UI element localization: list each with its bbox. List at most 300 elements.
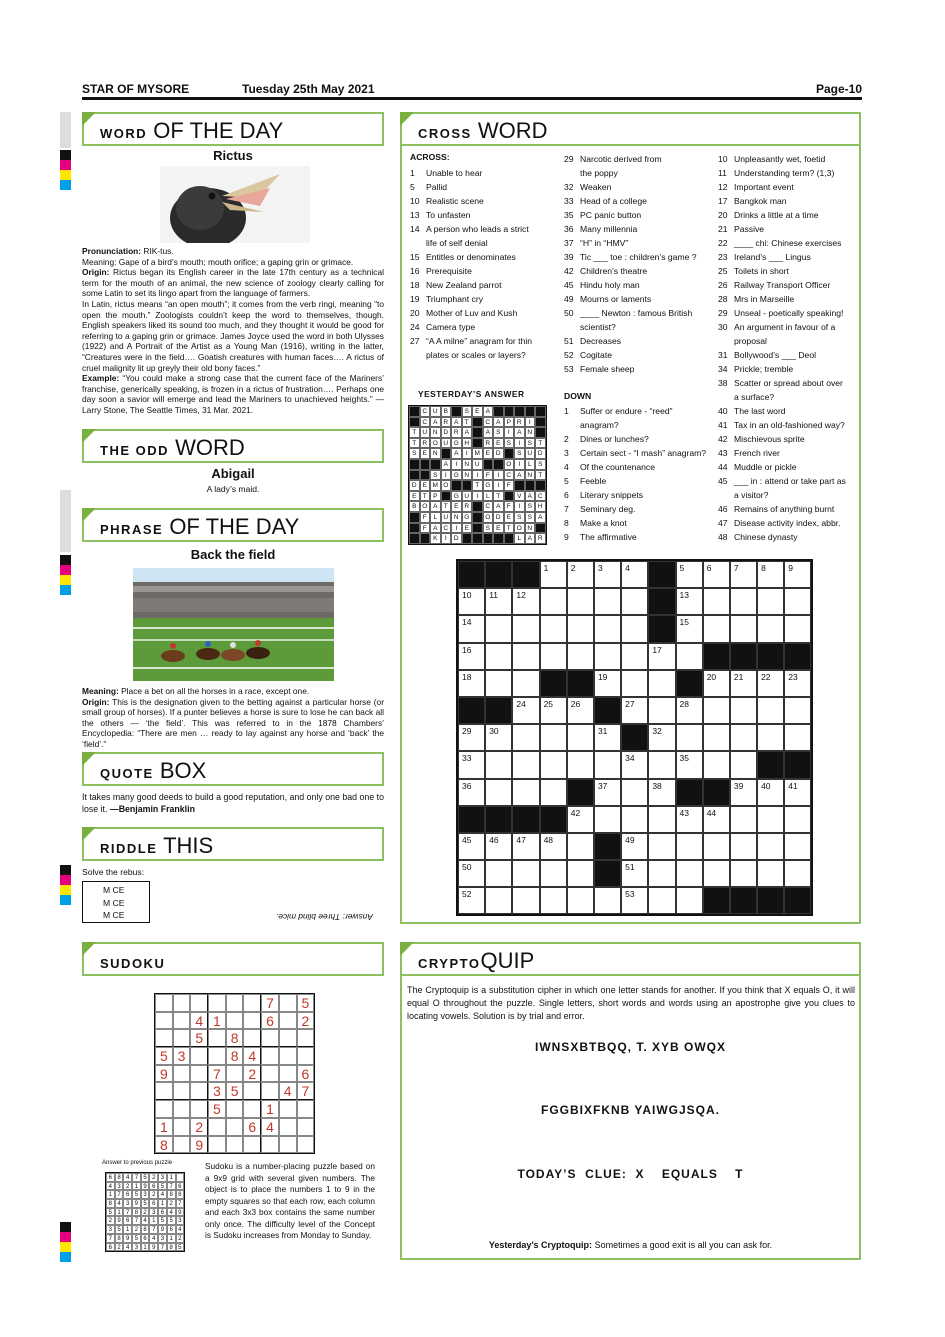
crossword-cell[interactable]: 52 xyxy=(458,887,485,914)
clue-number: 9 xyxy=(564,532,569,542)
crossword-cell[interactable] xyxy=(540,724,567,751)
sudoku-cell[interactable]: 4 xyxy=(190,1012,208,1030)
sudoku-cell[interactable]: 5 xyxy=(155,1047,173,1065)
crossword-cell[interactable] xyxy=(703,833,730,860)
sudoku-cell[interactable]: 2 xyxy=(243,1065,261,1083)
sudoku-cell[interactable]: 5 xyxy=(208,1100,226,1118)
crossword-cell[interactable] xyxy=(567,887,594,914)
crossword-cell[interactable] xyxy=(757,697,784,724)
crossword-cell[interactable] xyxy=(730,833,757,860)
crossword-cell[interactable] xyxy=(594,615,621,642)
crossword-cell[interactable]: 34 xyxy=(621,751,648,778)
sudoku-cell[interactable]: 9 xyxy=(190,1136,208,1154)
crossword-cell[interactable] xyxy=(594,806,621,833)
crossword-cell[interactable] xyxy=(676,887,703,914)
crossword-cell[interactable]: 3 xyxy=(594,561,621,588)
crossword-cell[interactable] xyxy=(512,724,539,751)
crossword-cell[interactable] xyxy=(676,643,703,670)
black-cell xyxy=(525,480,536,491)
sudoku-cell[interactable]: 9 xyxy=(155,1065,173,1083)
crossword-cell[interactable] xyxy=(703,860,730,887)
sudoku-cell[interactable] xyxy=(243,1012,261,1030)
clue-number: 45 xyxy=(564,280,574,290)
sudoku-cell[interactable] xyxy=(155,994,173,1012)
crossword-cell[interactable] xyxy=(757,615,784,642)
crossword-cell[interactable] xyxy=(567,751,594,778)
crossword-cell[interactable] xyxy=(567,615,594,642)
clue-text: scientist? xyxy=(580,322,616,332)
solution-letter: I xyxy=(472,470,483,481)
clue-line xyxy=(564,502,714,516)
solution-digit: 8 xyxy=(141,1225,150,1234)
crossword-cell[interactable]: 4 xyxy=(621,561,648,588)
crossword-cell[interactable] xyxy=(730,697,757,724)
solution-digit: 3 xyxy=(141,1190,150,1199)
sudoku-cell[interactable] xyxy=(155,1012,173,1030)
crossword-cell[interactable] xyxy=(540,779,567,806)
crossword-cell[interactable] xyxy=(676,724,703,751)
sudoku-cell[interactable] xyxy=(173,1012,191,1030)
crossword-cell[interactable] xyxy=(512,751,539,778)
crossword-cell[interactable] xyxy=(485,615,512,642)
sudoku-cell[interactable]: 7 xyxy=(261,994,279,1012)
sudoku-cell[interactable] xyxy=(208,1029,226,1047)
crossword-cell[interactable]: 30 xyxy=(485,724,512,751)
sudoku-cell[interactable] xyxy=(279,1029,297,1047)
sudoku-cell[interactable] xyxy=(243,994,261,1012)
sudoku-cell[interactable] xyxy=(261,1065,279,1083)
crossword-cell[interactable] xyxy=(540,615,567,642)
clue-line xyxy=(410,180,560,194)
crossword-cell[interactable] xyxy=(594,751,621,778)
clue-line xyxy=(564,278,714,292)
crossword-cell[interactable] xyxy=(485,751,512,778)
crossword-cell[interactable] xyxy=(648,670,675,697)
black-cell xyxy=(451,406,462,417)
clue-number: 16 xyxy=(410,266,420,276)
crossword-cell[interactable] xyxy=(540,751,567,778)
crossword-cell[interactable] xyxy=(540,588,567,615)
crossword-cell[interactable] xyxy=(512,643,539,670)
clue-line xyxy=(564,236,714,250)
sudoku-cell[interactable] xyxy=(297,1100,315,1118)
crossword-cell[interactable] xyxy=(730,724,757,751)
sudoku-cell[interactable]: 6 xyxy=(243,1118,261,1136)
crossword-cell[interactable] xyxy=(567,833,594,860)
clue-line xyxy=(718,460,860,474)
crossword-cell[interactable] xyxy=(648,887,675,914)
crossword-cell[interactable]: 41 xyxy=(784,779,811,806)
sudoku-cell[interactable] xyxy=(297,1029,315,1047)
crossword-cell[interactable] xyxy=(621,643,648,670)
crossword-cell[interactable] xyxy=(730,615,757,642)
sudoku-cell[interactable] xyxy=(208,1118,226,1136)
crossword-cell[interactable]: 7 xyxy=(730,561,757,588)
crossword-cell[interactable]: 47 xyxy=(512,833,539,860)
sudoku-cell[interactable] xyxy=(226,1118,244,1136)
solution-letter: S xyxy=(483,523,494,534)
clue-line xyxy=(564,152,714,166)
solution-letter: O xyxy=(504,459,515,470)
sudoku-cell[interactable] xyxy=(261,1082,279,1100)
sudoku-cell[interactable]: 3 xyxy=(173,1047,191,1065)
crossword-cell[interactable]: 40 xyxy=(757,779,784,806)
crossword-cell[interactable] xyxy=(567,860,594,887)
crossword-cell[interactable]: 17 xyxy=(648,643,675,670)
sudoku-cell[interactable]: 7 xyxy=(297,1082,315,1100)
crossword-cell[interactable] xyxy=(648,751,675,778)
crossword-cell[interactable]: 16 xyxy=(458,643,485,670)
sudoku-cell[interactable]: 1 xyxy=(261,1100,279,1118)
solution-letter: D xyxy=(441,427,452,438)
clue-text: Entitles or denominates xyxy=(426,252,516,262)
crossword-cell[interactable] xyxy=(594,643,621,670)
crossword-cell[interactable]: 9 xyxy=(784,561,811,588)
black-cell xyxy=(567,670,594,697)
sudoku-cell[interactable]: 8 xyxy=(226,1047,244,1065)
solution-digit: 1 xyxy=(115,1208,124,1217)
crossword-cell[interactable] xyxy=(540,643,567,670)
crossword-cell[interactable] xyxy=(485,860,512,887)
sudoku-cell[interactable] xyxy=(297,1136,315,1154)
crossword-cell[interactable] xyxy=(648,833,675,860)
solution-digit: 9 xyxy=(158,1225,167,1234)
crossword-cell[interactable] xyxy=(703,697,730,724)
solution-letter: O xyxy=(514,523,525,534)
solution-digit xyxy=(176,1173,185,1182)
crossword-cell[interactable]: 29 xyxy=(458,724,485,751)
sudoku-cell[interactable] xyxy=(226,1100,244,1118)
phrase-body: Meaning: Place a bet on all the horses in a race, except one. Origin: This is the designation given to the betting against a particular horse (or small group of horses). If a punter believes a horse is sure to lose he can back all the others — ‘the field’. This was referred to in the 1878 Chambers’ Encyclopedia: “There are men … ready to lay against any horse and ‘back’ the ‘field’.” xyxy=(82,686,384,749)
crossword-cell[interactable] xyxy=(703,588,730,615)
solution-digit: 4 xyxy=(123,1243,132,1252)
black-cell xyxy=(458,561,485,588)
sudoku-cell[interactable] xyxy=(226,994,244,1012)
crossword-cell[interactable]: 21 xyxy=(730,670,757,697)
solution-digit: 5 xyxy=(132,1234,141,1243)
sudoku-cell[interactable] xyxy=(297,1047,315,1065)
crossword-cell[interactable] xyxy=(784,588,811,615)
solution-letter: D xyxy=(409,480,420,491)
crossword-cell[interactable]: 11 xyxy=(485,588,512,615)
solution-letter: L xyxy=(483,491,494,502)
sudoku-cell[interactable] xyxy=(190,1082,208,1100)
sudoku-cell[interactable] xyxy=(261,1029,279,1047)
crossword-cell[interactable]: 15 xyxy=(676,615,703,642)
solution-letter: D xyxy=(451,533,462,544)
clue-text: proposal xyxy=(734,336,767,346)
solution-letter: A xyxy=(525,533,536,544)
crossword-cell[interactable]: 19 xyxy=(594,670,621,697)
crossword-cell[interactable] xyxy=(594,887,621,914)
sudoku-cell[interactable] xyxy=(173,994,191,1012)
clue-text: “A A milne” anagram for thin xyxy=(426,336,533,346)
clue-number: 38 xyxy=(718,378,728,388)
crossword-cell[interactable] xyxy=(621,779,648,806)
crossword-cell[interactable] xyxy=(512,670,539,697)
clue-line xyxy=(410,278,560,292)
crossword-cell[interactable] xyxy=(757,860,784,887)
solution-digit: 7 xyxy=(167,1182,176,1191)
crossword-cell[interactable] xyxy=(567,724,594,751)
sudoku-cell[interactable] xyxy=(279,1065,297,1083)
crossword-cell[interactable]: 43 xyxy=(676,806,703,833)
registration-marks xyxy=(60,150,71,190)
sudoku-cell[interactable]: 2 xyxy=(190,1118,208,1136)
sudoku-cell[interactable] xyxy=(261,1136,279,1154)
crossword-cell[interactable]: 32 xyxy=(648,724,675,751)
sudoku-cell[interactable] xyxy=(190,1100,208,1118)
crossword-cell[interactable]: 5 xyxy=(676,561,703,588)
sudoku-header: SUDOKU xyxy=(82,942,384,976)
crossword-cell[interactable] xyxy=(567,643,594,670)
crossword-cell[interactable] xyxy=(730,860,757,887)
black-cell xyxy=(676,779,703,806)
crossword-cell[interactable] xyxy=(784,697,811,724)
black-cell xyxy=(458,806,485,833)
black-cell xyxy=(648,588,675,615)
crossword-cell[interactable] xyxy=(784,860,811,887)
clue-line xyxy=(564,530,714,544)
solution-letter: I xyxy=(514,438,525,449)
crossword-cell[interactable] xyxy=(757,724,784,751)
sudoku-cell[interactable] xyxy=(279,1136,297,1154)
sudoku-cell[interactable] xyxy=(226,1136,244,1154)
crossword-cell[interactable]: 50 xyxy=(458,860,485,887)
crossword-cell[interactable] xyxy=(621,670,648,697)
crossword-cell[interactable] xyxy=(703,615,730,642)
crossword-cell[interactable]: 12 xyxy=(512,588,539,615)
crossword-cell[interactable]: 23 xyxy=(784,670,811,697)
solution-letter: S xyxy=(504,438,515,449)
solution-letter: T xyxy=(409,438,420,449)
sudoku-cell[interactable] xyxy=(226,1012,244,1030)
clue-number: 33 xyxy=(564,196,574,206)
color-bar xyxy=(60,490,71,552)
solution-letter: L xyxy=(430,512,441,523)
sudoku-cell[interactable] xyxy=(261,1047,279,1065)
sudoku-cell[interactable]: 6 xyxy=(297,1065,315,1083)
solution-letter: A xyxy=(462,427,473,438)
crossword-cell[interactable]: 42 xyxy=(567,806,594,833)
crossword-cell[interactable]: 39 xyxy=(730,779,757,806)
solution-digit: 8 xyxy=(167,1243,176,1252)
clue-text: Disease activity index, abbr. xyxy=(734,518,841,528)
sudoku-cell[interactable] xyxy=(190,1047,208,1065)
sudoku-cell[interactable]: 5 xyxy=(190,1029,208,1047)
sudoku-cell[interactable]: 2 xyxy=(297,1012,315,1030)
crossword-grid[interactable] xyxy=(456,559,813,916)
crossword-cell[interactable] xyxy=(512,779,539,806)
sudoku-cell[interactable]: 4 xyxy=(243,1047,261,1065)
solution-digit: 1 xyxy=(123,1225,132,1234)
crossword-cell[interactable]: 36 xyxy=(458,779,485,806)
crossword-cell[interactable]: 2 xyxy=(567,561,594,588)
sudoku-cell[interactable] xyxy=(173,1136,191,1154)
crossword-cell[interactable] xyxy=(784,806,811,833)
clue-line xyxy=(564,432,714,446)
crossword-cell[interactable] xyxy=(757,833,784,860)
crossword-cell[interactable] xyxy=(512,615,539,642)
crossword-cell[interactable]: 14 xyxy=(458,615,485,642)
clue-line xyxy=(718,446,860,460)
crossword-cell[interactable] xyxy=(648,860,675,887)
crossword-cell[interactable] xyxy=(703,724,730,751)
sudoku-cell[interactable]: 3 xyxy=(208,1082,226,1100)
sudoku-grid[interactable] xyxy=(154,993,315,1154)
crossword-cell[interactable] xyxy=(757,588,784,615)
sudoku-cell[interactable]: 6 xyxy=(261,1012,279,1030)
solution-digit: 2 xyxy=(132,1225,141,1234)
solution-letter: A xyxy=(483,406,494,417)
crossword-cell[interactable] xyxy=(784,833,811,860)
sudoku-cell[interactable]: 5 xyxy=(297,994,315,1012)
sudoku-cell[interactable] xyxy=(173,1029,191,1047)
sudoku-cell[interactable]: 1 xyxy=(155,1118,173,1136)
crossword-cell[interactable]: 33 xyxy=(458,751,485,778)
crossword-cell[interactable] xyxy=(730,588,757,615)
crossword-cell[interactable] xyxy=(485,643,512,670)
sudoku-cell[interactable] xyxy=(226,1065,244,1083)
crossword-cell[interactable] xyxy=(784,615,811,642)
sudoku-cell[interactable] xyxy=(173,1065,191,1083)
crossword-cell[interactable] xyxy=(567,588,594,615)
crossword-cell[interactable]: 48 xyxy=(540,833,567,860)
sudoku-cell[interactable] xyxy=(208,1136,226,1154)
sudoku-cell[interactable] xyxy=(173,1118,191,1136)
crossword-cell[interactable] xyxy=(648,697,675,724)
crossword-cell[interactable] xyxy=(540,860,567,887)
sudoku-cell[interactable] xyxy=(279,1047,297,1065)
sudoku-cell[interactable] xyxy=(155,1082,173,1100)
crossword-cell[interactable]: 38 xyxy=(648,779,675,806)
crossword-cell[interactable] xyxy=(512,887,539,914)
sudoku-cell[interactable]: 4 xyxy=(279,1082,297,1100)
sudoku-cell[interactable] xyxy=(243,1100,261,1118)
crossword-cell[interactable]: 25 xyxy=(540,697,567,724)
clue-line xyxy=(564,208,714,222)
sudoku-cell[interactable] xyxy=(243,1136,261,1154)
solution-letter: L xyxy=(514,533,525,544)
crossword-cell[interactable] xyxy=(621,806,648,833)
crossword-cell[interactable]: 20 xyxy=(703,670,730,697)
clue-text: Chinese dynasty xyxy=(734,532,798,542)
crossword-cell[interactable]: 49 xyxy=(621,833,648,860)
crossword-cell[interactable]: 22 xyxy=(757,670,784,697)
crossword-cell[interactable] xyxy=(621,615,648,642)
crossword-cell[interactable]: 1 xyxy=(540,561,567,588)
crossword-cell[interactable] xyxy=(730,806,757,833)
solution-digit: 8 xyxy=(176,1190,185,1199)
crossword-cell[interactable] xyxy=(730,751,757,778)
clue-text: ___ in : attend or take part as xyxy=(734,476,846,486)
crossword-cell[interactable]: 26 xyxy=(567,697,594,724)
sudoku-cell[interactable] xyxy=(243,1082,261,1100)
sudoku-cell[interactable] xyxy=(173,1100,191,1118)
sudoku-cell[interactable] xyxy=(279,1100,297,1118)
crossword-cell[interactable] xyxy=(784,724,811,751)
crossword-cell[interactable]: 51 xyxy=(621,860,648,887)
clue-number: 45 xyxy=(718,476,728,486)
quote-header: QUOTE BOX xyxy=(82,752,384,786)
sudoku-cell[interactable] xyxy=(297,1118,315,1136)
solution-digit: 7 xyxy=(106,1234,115,1243)
crossword-cell[interactable]: 37 xyxy=(594,779,621,806)
crossword-cell[interactable] xyxy=(485,779,512,806)
sudoku-cell[interactable]: 4 xyxy=(261,1118,279,1136)
crossword-cell[interactable]: 24 xyxy=(512,697,539,724)
crossword-cell[interactable]: 31 xyxy=(594,724,621,751)
crossword-cell[interactable] xyxy=(540,887,567,914)
crossword-cell[interactable]: 53 xyxy=(621,887,648,914)
crossword-cell[interactable]: 45 xyxy=(458,833,485,860)
clue-line xyxy=(718,404,860,418)
riddle-answer: Answer: Three blind mice. xyxy=(276,912,373,922)
crossword-cell[interactable]: 13 xyxy=(676,588,703,615)
clue-number: 36 xyxy=(564,224,574,234)
sudoku-cell[interactable] xyxy=(208,1047,226,1065)
crossword-cell[interactable]: 8 xyxy=(757,561,784,588)
crossword-cell[interactable]: 10 xyxy=(458,588,485,615)
crossword-cell[interactable] xyxy=(512,860,539,887)
crossword-cell[interactable] xyxy=(703,751,730,778)
sudoku-cell[interactable] xyxy=(243,1029,261,1047)
sudoku-cell[interactable] xyxy=(208,994,226,1012)
solution-letter: A xyxy=(451,417,462,428)
crossword-cell[interactable]: 6 xyxy=(703,561,730,588)
crossword-cell[interactable] xyxy=(621,588,648,615)
sudoku-cell[interactable] xyxy=(155,1029,173,1047)
crossword-cell[interactable] xyxy=(757,806,784,833)
sudoku-cell[interactable]: 7 xyxy=(208,1065,226,1083)
clue-number: 42 xyxy=(564,266,574,276)
crossword-cell[interactable]: 27 xyxy=(621,697,648,724)
sudoku-cell[interactable] xyxy=(190,994,208,1012)
sudoku-cell[interactable] xyxy=(279,1012,297,1030)
solution-digit: 4 xyxy=(115,1199,124,1208)
sudoku-cell[interactable]: 1 xyxy=(208,1012,226,1030)
crossword-cell[interactable] xyxy=(676,860,703,887)
solution-digit: 4 xyxy=(167,1208,176,1217)
crossword-cell[interactable]: 46 xyxy=(485,833,512,860)
sudoku-cell[interactable] xyxy=(173,1082,191,1100)
crossword-cell[interactable]: 28 xyxy=(676,697,703,724)
solution-letter: F xyxy=(504,501,515,512)
sudoku-cell[interactable]: 8 xyxy=(226,1029,244,1047)
crossword-cell[interactable] xyxy=(676,833,703,860)
solution-digit: 1 xyxy=(167,1234,176,1243)
crossword-cell[interactable] xyxy=(485,670,512,697)
crossword-cell[interactable]: 18 xyxy=(458,670,485,697)
sudoku-cell[interactable]: 5 xyxy=(226,1082,244,1100)
black-cell xyxy=(535,427,546,438)
solution-letter: R xyxy=(420,438,431,449)
sudoku-cell[interactable] xyxy=(279,994,297,1012)
clue-number: 5 xyxy=(564,476,569,486)
sudoku-cell[interactable] xyxy=(155,1100,173,1118)
crossword-cell[interactable] xyxy=(594,588,621,615)
sudoku-cell[interactable] xyxy=(279,1118,297,1136)
clue-number: 1 xyxy=(564,406,569,416)
sudoku-cell[interactable] xyxy=(190,1065,208,1083)
crossword-cell[interactable]: 35 xyxy=(676,751,703,778)
crossword-cell[interactable] xyxy=(485,887,512,914)
crossword-cell[interactable]: 44 xyxy=(703,806,730,833)
sudoku-cell[interactable]: 8 xyxy=(155,1136,173,1154)
crossword-cell[interactable] xyxy=(648,806,675,833)
solution-letter: S xyxy=(430,470,441,481)
clue-number: 1 xyxy=(410,168,415,178)
